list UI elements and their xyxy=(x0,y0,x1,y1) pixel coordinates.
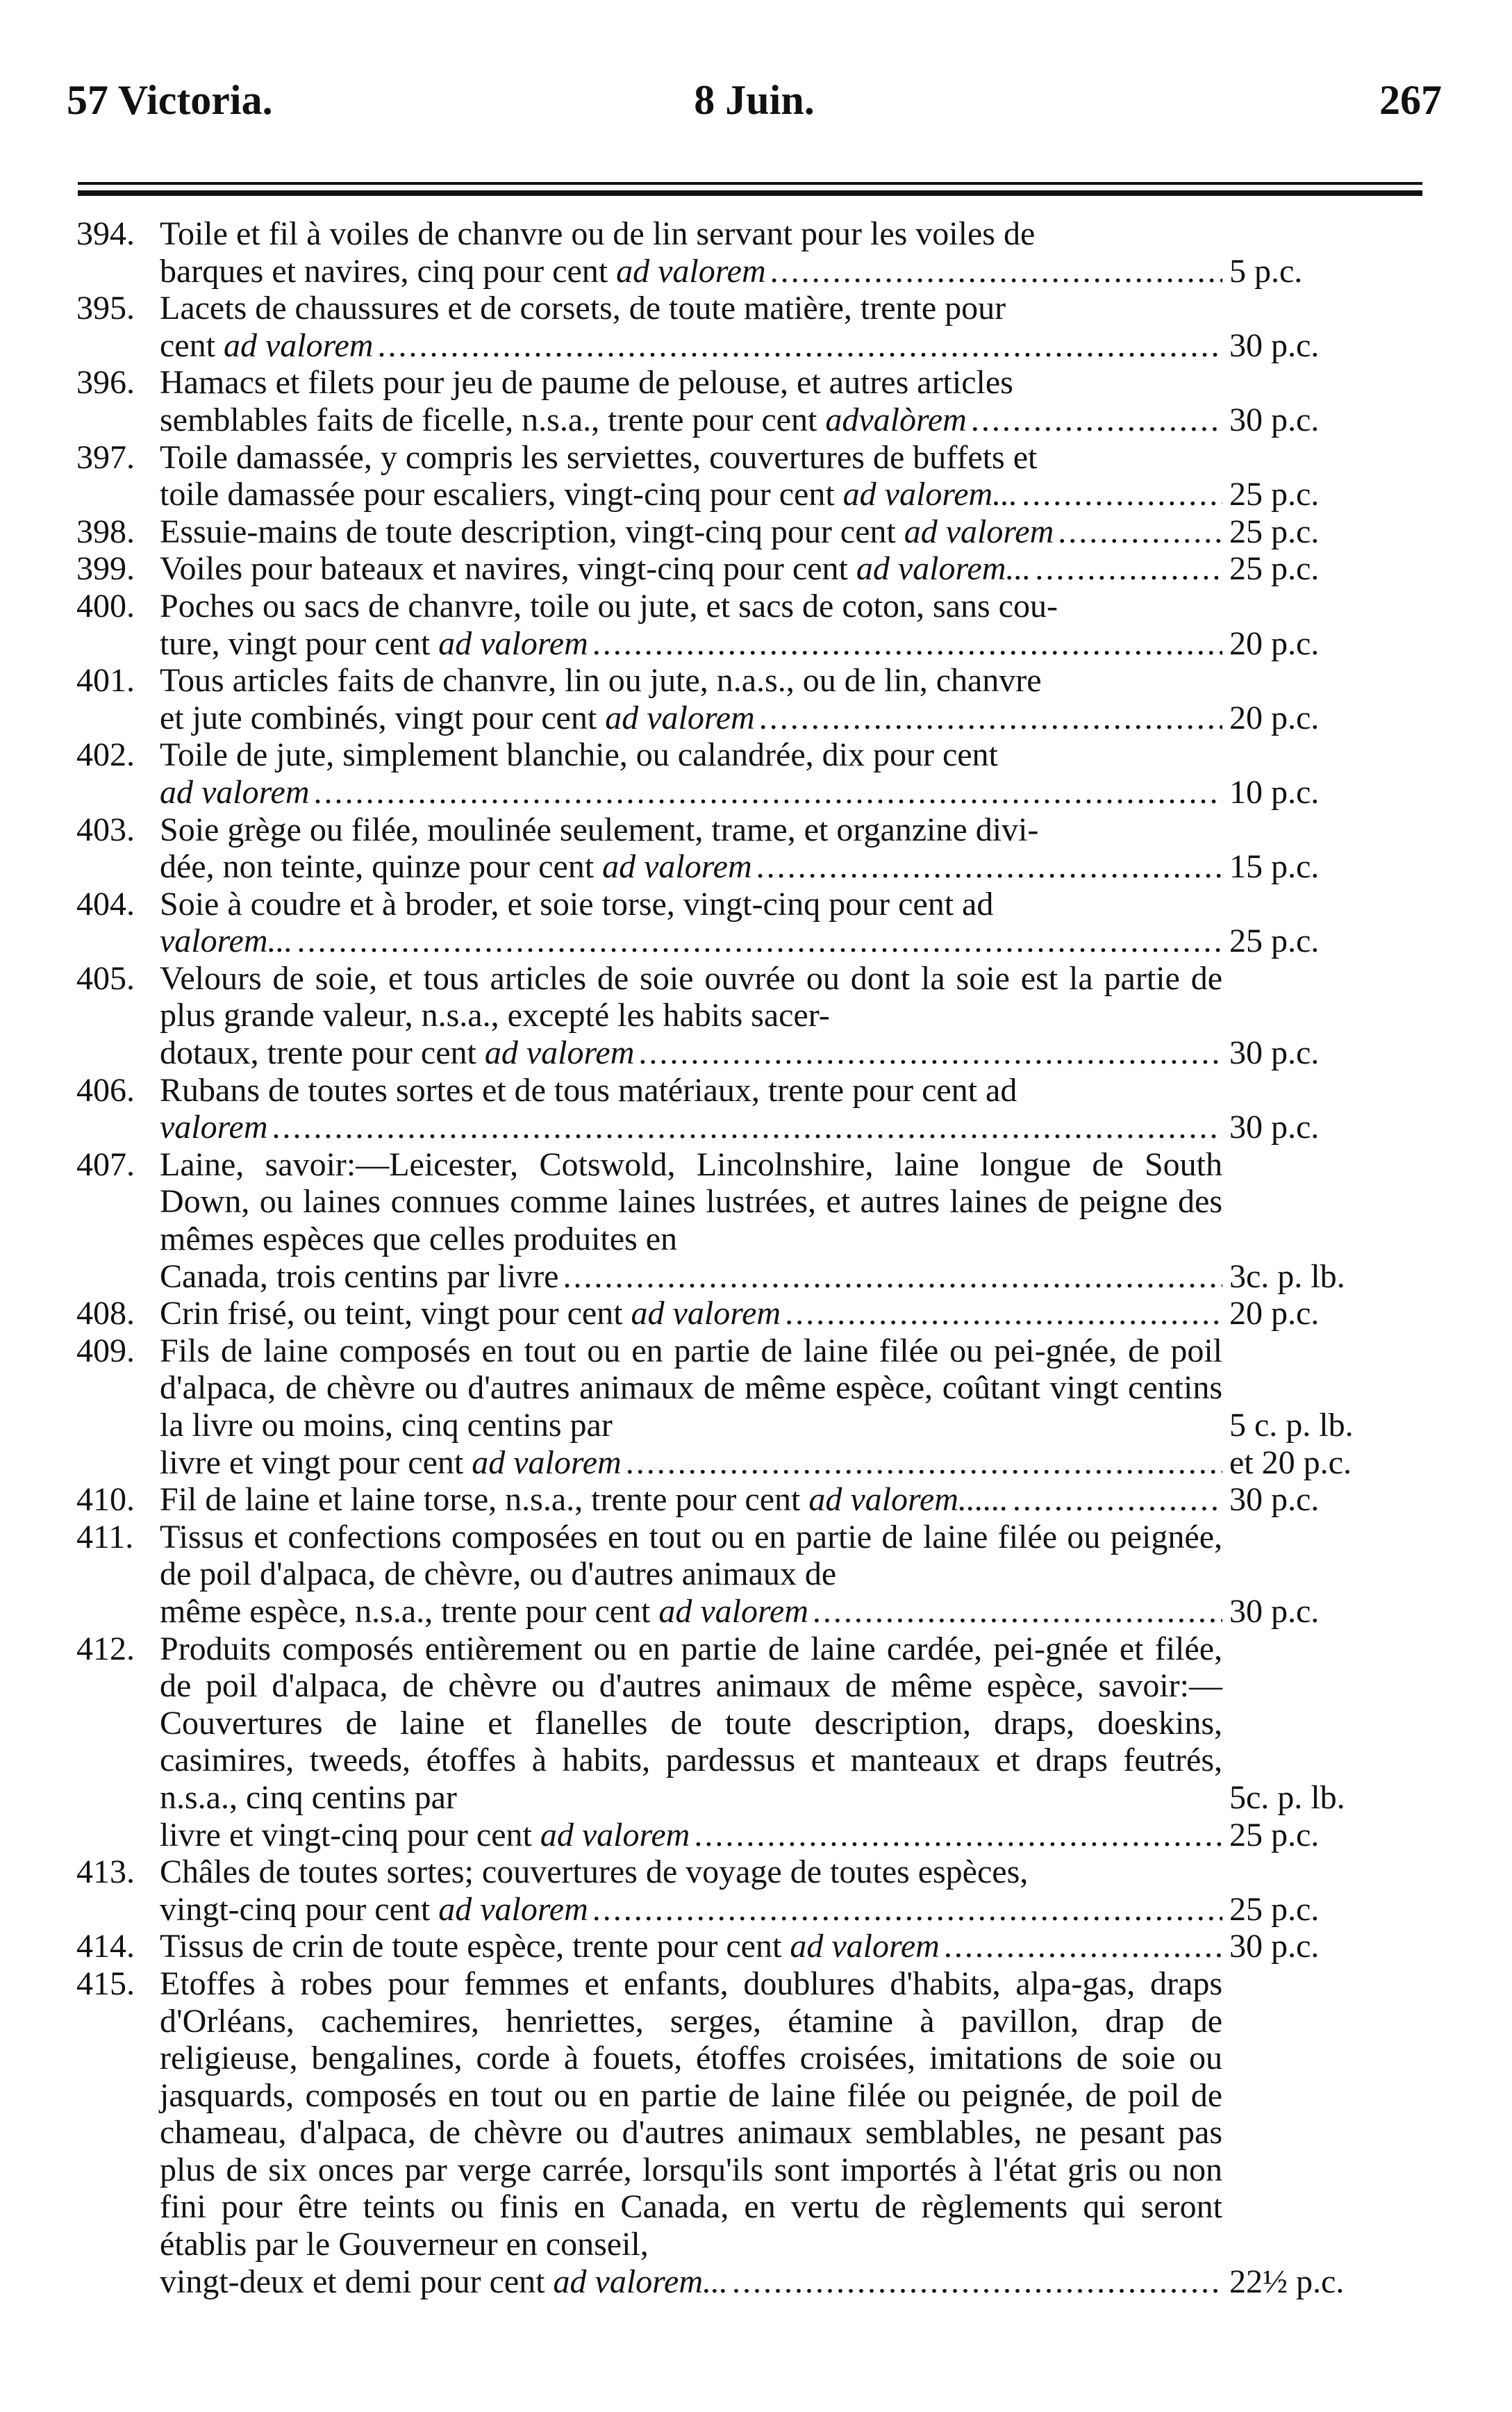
entry-final-line xyxy=(160,1109,1222,1146)
entry-ad-valorem: ad valorem... xyxy=(856,550,1031,588)
duty-rate: 25 p.c. xyxy=(1229,550,1320,588)
entry-description: Toile de jute, simplement blanchie, ou calandrée, dix pour cent xyxy=(160,736,998,774)
duty-rate: 5 c. p. lb. et 20 p.c. xyxy=(1229,1407,1354,1481)
entry-ad-valorem: ad valorem xyxy=(616,252,766,290)
entry-ad-valorem: ad valorem...... xyxy=(808,1481,1008,1519)
entry-ad-valorem: valorem xyxy=(160,1109,268,1146)
entry-description: Châles de toutes sortes; couvertures de voyage de toutes espèces, xyxy=(160,1853,1029,1891)
entry-number: 409. xyxy=(76,1332,135,1369)
entry-number: 415. xyxy=(76,1965,135,2002)
duty-rate: 25 p.c. xyxy=(1229,513,1320,550)
entry-ad-valorem: ad valorem... xyxy=(553,2263,729,2300)
entry-description: Laine, savoir:—Leicester, Cotswold, Lincolnshire, laine longue de South Down, ou laines connues comme laines lustrées, et autres laines de peigne des mêmes espèces que celles produites en xyxy=(160,1146,1222,1258)
entry-number: 394. xyxy=(76,215,135,252)
leader-dots xyxy=(626,1444,1222,1482)
entry-final-line xyxy=(160,1295,1222,1332)
entry-final-line xyxy=(160,1034,1222,1072)
entry-final-line xyxy=(160,1891,1222,1928)
duty-rate: 30 p.c. xyxy=(1229,1109,1320,1146)
entry-ad-valorem: ad valorem xyxy=(540,1816,690,1853)
entry-final-text: toile damassée pour escaliers, vingt-cinq pour cent xyxy=(160,476,835,513)
duty-rate: 25 p.c. xyxy=(1229,1890,1320,1928)
entry-final-line xyxy=(160,2263,1222,2301)
duty-rate: 30 p.c. xyxy=(1229,1481,1320,1519)
tariff-entry xyxy=(76,1332,1354,1481)
entry-number: 410. xyxy=(76,1481,135,1519)
leader-dots xyxy=(314,774,1222,811)
entry-description: Toile et fil à voiles de chanvre ou de lin servant pour les voiles de xyxy=(160,215,1036,252)
tariff-entry xyxy=(76,1481,1320,1519)
entry-description: Lacets de chaussures et de corsets, de toute matière, trente pour xyxy=(160,290,1006,327)
tariff-entry-list xyxy=(76,215,1375,2300)
leader-dots xyxy=(1058,513,1222,551)
entry-number: 411. xyxy=(76,1518,134,1555)
duty-rate: 30 p.c. xyxy=(1229,1034,1320,1072)
duty-rate: 5c. p. lb. 25 p.c. xyxy=(1229,1778,1345,1853)
tariff-entry xyxy=(76,959,1320,1072)
entry-number: 414. xyxy=(76,1928,135,1965)
entry-final-text: vingt-cinq pour cent xyxy=(160,1890,431,1928)
entry-final-line xyxy=(160,1258,1222,1296)
duty-rate: 30 p.c. xyxy=(1229,327,1320,364)
tariff-entry xyxy=(76,662,1320,736)
tariff-entry xyxy=(76,1853,1320,1928)
entry-number: 396. xyxy=(76,364,135,402)
entry-number: 404. xyxy=(76,885,135,923)
entry-ad-valorem: ad valorem... xyxy=(842,476,1018,513)
duty-rate: 5 p.c. xyxy=(1229,252,1303,290)
tariff-entry xyxy=(76,1928,1320,1965)
tariff-entry xyxy=(76,438,1320,513)
tariff-entry xyxy=(76,1295,1320,1332)
entry-number: 401. xyxy=(76,662,135,700)
entry-final-line xyxy=(160,327,1222,365)
leader-dots xyxy=(592,1891,1222,1928)
entry-ad-valorem: ad valorem xyxy=(904,513,1054,550)
entry-description: Etoffes à robes pour femmes et enfants, doublures d'habits, alpa-gas, draps d'Orléans, cachemires, henriettes, serges, étamine à pavillon, drap de religieuse, bengalines, corde à fouets, étoffes croisées, imitations de soie ou jasquards, composés en tout ou en partie de laine filée ou peignée, de poil de chameau, d'alpaca, de chèvre ou d'autres animaux semblables, ne pesant pas plus de six onces par verge carrée, lorsqu'ils sont importés à l'état gris ou non fini pour être teints ou finis en Canada, en vertu de règlements qui seront établis par le Gouverneur en conseil, xyxy=(160,1965,1222,2263)
entry-ad-valorem: ad valorem xyxy=(160,773,310,811)
entry-description: Poches ou sacs de chanvre, toile ou jute, et sacs de coton, sans cou- xyxy=(160,587,1058,625)
entry-final-line xyxy=(160,513,1222,551)
page-header xyxy=(67,76,1442,139)
entry-number: 413. xyxy=(76,1853,135,1891)
duty-rate: 20 p.c. xyxy=(1229,699,1320,736)
entry-number: 400. xyxy=(76,587,135,625)
tariff-entry xyxy=(76,290,1320,364)
entry-description: Velours de soie, et tous articles de soie ouvrée ou dont la soie est la partie de plus grande valeur, n.s.a., excepté les habits sacer- xyxy=(160,959,1222,1034)
tariff-entry xyxy=(76,1630,1345,1854)
entry-final-text: dée, non teinte, quinze pour cent xyxy=(160,848,595,886)
header-session: 57 Victoria. xyxy=(67,77,273,123)
duty-rate: 25 p.c. xyxy=(1229,476,1320,513)
entry-ad-valorem: ad valorem xyxy=(438,1890,588,1928)
entry-description: Produits composés entièrement ou en partie de laine cardée, pei-gnée et filée, de poil d'alpaca, de chèvre ou d'autres animaux de même espèce, savoir:—Couvertures de laine et flanelles de toute description, draps, doeskins, casimires, tweeds, étoffes à habits, pardessus et manteaux et draps feutrés, n.s.a., cinq centins par xyxy=(160,1630,1222,1816)
entry-final-text: dotaux, trente pour cent xyxy=(160,1034,476,1072)
entry-ad-valorem: ad valorem xyxy=(223,327,374,364)
leader-dots xyxy=(756,848,1222,886)
entry-number: 402. xyxy=(76,736,135,774)
entry-final-line xyxy=(160,1481,1222,1519)
leader-dots xyxy=(770,253,1222,290)
duty-rate: 30 p.c. xyxy=(1229,1928,1320,1965)
entry-final-line xyxy=(160,774,1222,811)
leader-dots xyxy=(297,923,1222,960)
duty-rate: 22½ p.c. xyxy=(1229,2263,1345,2300)
leader-dots xyxy=(944,1928,1222,1965)
entry-final-text: Crin frisé, ou teint, vingt pour cent xyxy=(160,1295,623,1332)
entry-final-text: vingt-deux et demi pour cent xyxy=(160,2263,545,2300)
header-rule-thick xyxy=(78,190,1422,196)
entry-ad-valorem: ad valorem xyxy=(472,1444,622,1481)
tariff-entry xyxy=(76,811,1320,886)
entry-final-text: Essuie-mains de toute description, vingt-cinq pour cent xyxy=(160,513,896,550)
leader-dots xyxy=(1022,476,1222,513)
duty-rate: 20 p.c. xyxy=(1229,1295,1320,1332)
entry-description: Hamacs et filets pour jeu de paume de pelouse, et autres articles xyxy=(160,364,1013,402)
duty-rate: 3c. p. lb. xyxy=(1229,1257,1345,1295)
entry-number: 407. xyxy=(76,1146,135,1183)
entry-final-line xyxy=(160,1593,1222,1630)
duty-rate: 30 p.c. xyxy=(1229,401,1320,438)
entry-ad-valorem: valorem... xyxy=(160,923,293,960)
tariff-entry xyxy=(76,1518,1320,1630)
tariff-entry xyxy=(76,513,1320,551)
entry-final-text: ture, vingt pour cent xyxy=(160,625,431,662)
entry-final-text: livre et vingt-cinq pour cent xyxy=(160,1816,532,1853)
tariff-entry xyxy=(76,1965,1345,2300)
entry-number: 399. xyxy=(76,550,135,588)
leader-dots xyxy=(785,1295,1222,1332)
entry-description: Fils de laine composés en tout ou en partie de laine filée ou pei-gnée, de poil d'alpaca, de chèvre ou d'autres animaux de même espèce, coûtant vingt centins la livre ou moins, cinq centins par xyxy=(160,1332,1222,1444)
entry-final-line xyxy=(160,625,1222,663)
tariff-entry xyxy=(76,550,1320,588)
leader-dots xyxy=(1035,550,1222,588)
entry-description: Toile damassée, y compris les serviettes, couvertures de buffets et xyxy=(160,438,1038,476)
tariff-entry xyxy=(76,364,1320,438)
entry-ad-valorem: ad valorem xyxy=(790,1928,940,1965)
entry-ad-valorem: ad valorem xyxy=(602,848,752,886)
entry-number: 405. xyxy=(76,959,135,997)
entry-final-text: même espèce, n.s.a., trente pour cent xyxy=(160,1592,651,1630)
entry-final-text: cent xyxy=(160,327,215,364)
entry-ad-valorem: ad valorem xyxy=(631,1295,781,1332)
header-date: 8 Juin. xyxy=(694,77,815,123)
entry-final-line xyxy=(160,550,1222,588)
entry-description: Soie à coudre et à broder, et soie torse, vingt-cinq pour cent ad xyxy=(160,885,994,923)
tariff-entry xyxy=(76,1146,1345,1295)
entry-final-text: livre et vingt pour cent xyxy=(160,1444,464,1481)
entry-ad-valorem: ad valorem xyxy=(658,1592,808,1630)
entry-final-text: Fil de laine et laine torse, n.s.a., trente pour cent xyxy=(160,1481,801,1519)
duty-rate: 10 p.c. xyxy=(1229,773,1320,811)
entry-ad-valorem: ad valorem xyxy=(605,699,755,736)
leader-dots xyxy=(732,2263,1222,2301)
duty-rate: 20 p.c. xyxy=(1229,625,1320,662)
leader-dots xyxy=(377,327,1222,365)
entry-number: 412. xyxy=(76,1630,135,1667)
entry-number: 395. xyxy=(76,290,135,327)
tariff-entry xyxy=(76,587,1320,662)
entry-description: Soie grège ou filée, moulinée seulement, trame, et organzine divi- xyxy=(160,811,1039,848)
tariff-entry xyxy=(76,885,1320,960)
entry-ad-valorem: advalòrem xyxy=(825,401,967,438)
duty-rate: 30 p.c. xyxy=(1229,1592,1320,1630)
entry-final-line xyxy=(160,476,1222,513)
leader-dots xyxy=(813,1593,1222,1630)
header-rule-thin xyxy=(78,182,1422,185)
entry-final-line xyxy=(160,253,1222,290)
leader-dots xyxy=(1013,1481,1222,1519)
leader-dots xyxy=(563,1258,1222,1296)
leader-dots xyxy=(638,1034,1222,1072)
entry-number: 397. xyxy=(76,438,135,476)
entry-ad-valorem: ad valorem xyxy=(438,625,588,662)
leader-dots xyxy=(694,1817,1222,1854)
entry-final-text: Tissus de crin de toute espèce, trente pour cent xyxy=(160,1928,782,1965)
entry-final-text: barques et navires, cinq pour cent xyxy=(160,252,608,290)
tariff-entry xyxy=(76,1071,1320,1146)
entry-number: 408. xyxy=(76,1295,135,1332)
entry-description: Tous articles faits de chanvre, lin ou jute, n.a.s., ou de lin, chanvre xyxy=(160,662,1042,700)
duty-rate: 25 p.c. xyxy=(1229,923,1320,960)
entry-final-line xyxy=(160,1817,1222,1854)
tariff-entry xyxy=(76,736,1320,811)
duty-rate: 15 p.c. xyxy=(1229,848,1320,886)
entry-final-text: Voiles pour bateaux et navires, vingt-cinq pour cent xyxy=(160,550,848,588)
tariff-entry xyxy=(76,215,1303,290)
entry-number: 406. xyxy=(76,1071,135,1109)
entry-final-text: Canada, trois centins par livre xyxy=(160,1257,559,1295)
entry-final-text: et jute combinés, vingt pour cent xyxy=(160,699,597,736)
entry-description: Tissus et confections composées en tout ou en partie de laine filée ou peignée, de poil d'alpaca, de chèvre, ou d'autres animaux de xyxy=(160,1518,1222,1593)
entry-number: 398. xyxy=(76,513,135,550)
entry-final-text: semblables faits de ficelle, n.s.a., trente pour cent xyxy=(160,401,817,438)
entry-number: 403. xyxy=(76,811,135,848)
entry-final-line xyxy=(160,848,1222,886)
entry-final-line xyxy=(160,700,1222,737)
entry-ad-valorem: ad valorem xyxy=(484,1034,635,1072)
page-number: 267 xyxy=(1379,77,1442,123)
entry-description: Rubans de toutes sortes et de tous matériaux, trente pour cent ad xyxy=(160,1071,1017,1109)
entry-final-line xyxy=(160,402,1222,439)
entry-final-line xyxy=(160,1444,1222,1482)
leader-dots xyxy=(592,625,1222,663)
leader-dots xyxy=(971,402,1222,439)
entry-final-line xyxy=(160,923,1222,960)
entry-final-line xyxy=(160,1928,1222,1965)
leader-dots xyxy=(272,1109,1222,1146)
leader-dots xyxy=(759,700,1222,737)
